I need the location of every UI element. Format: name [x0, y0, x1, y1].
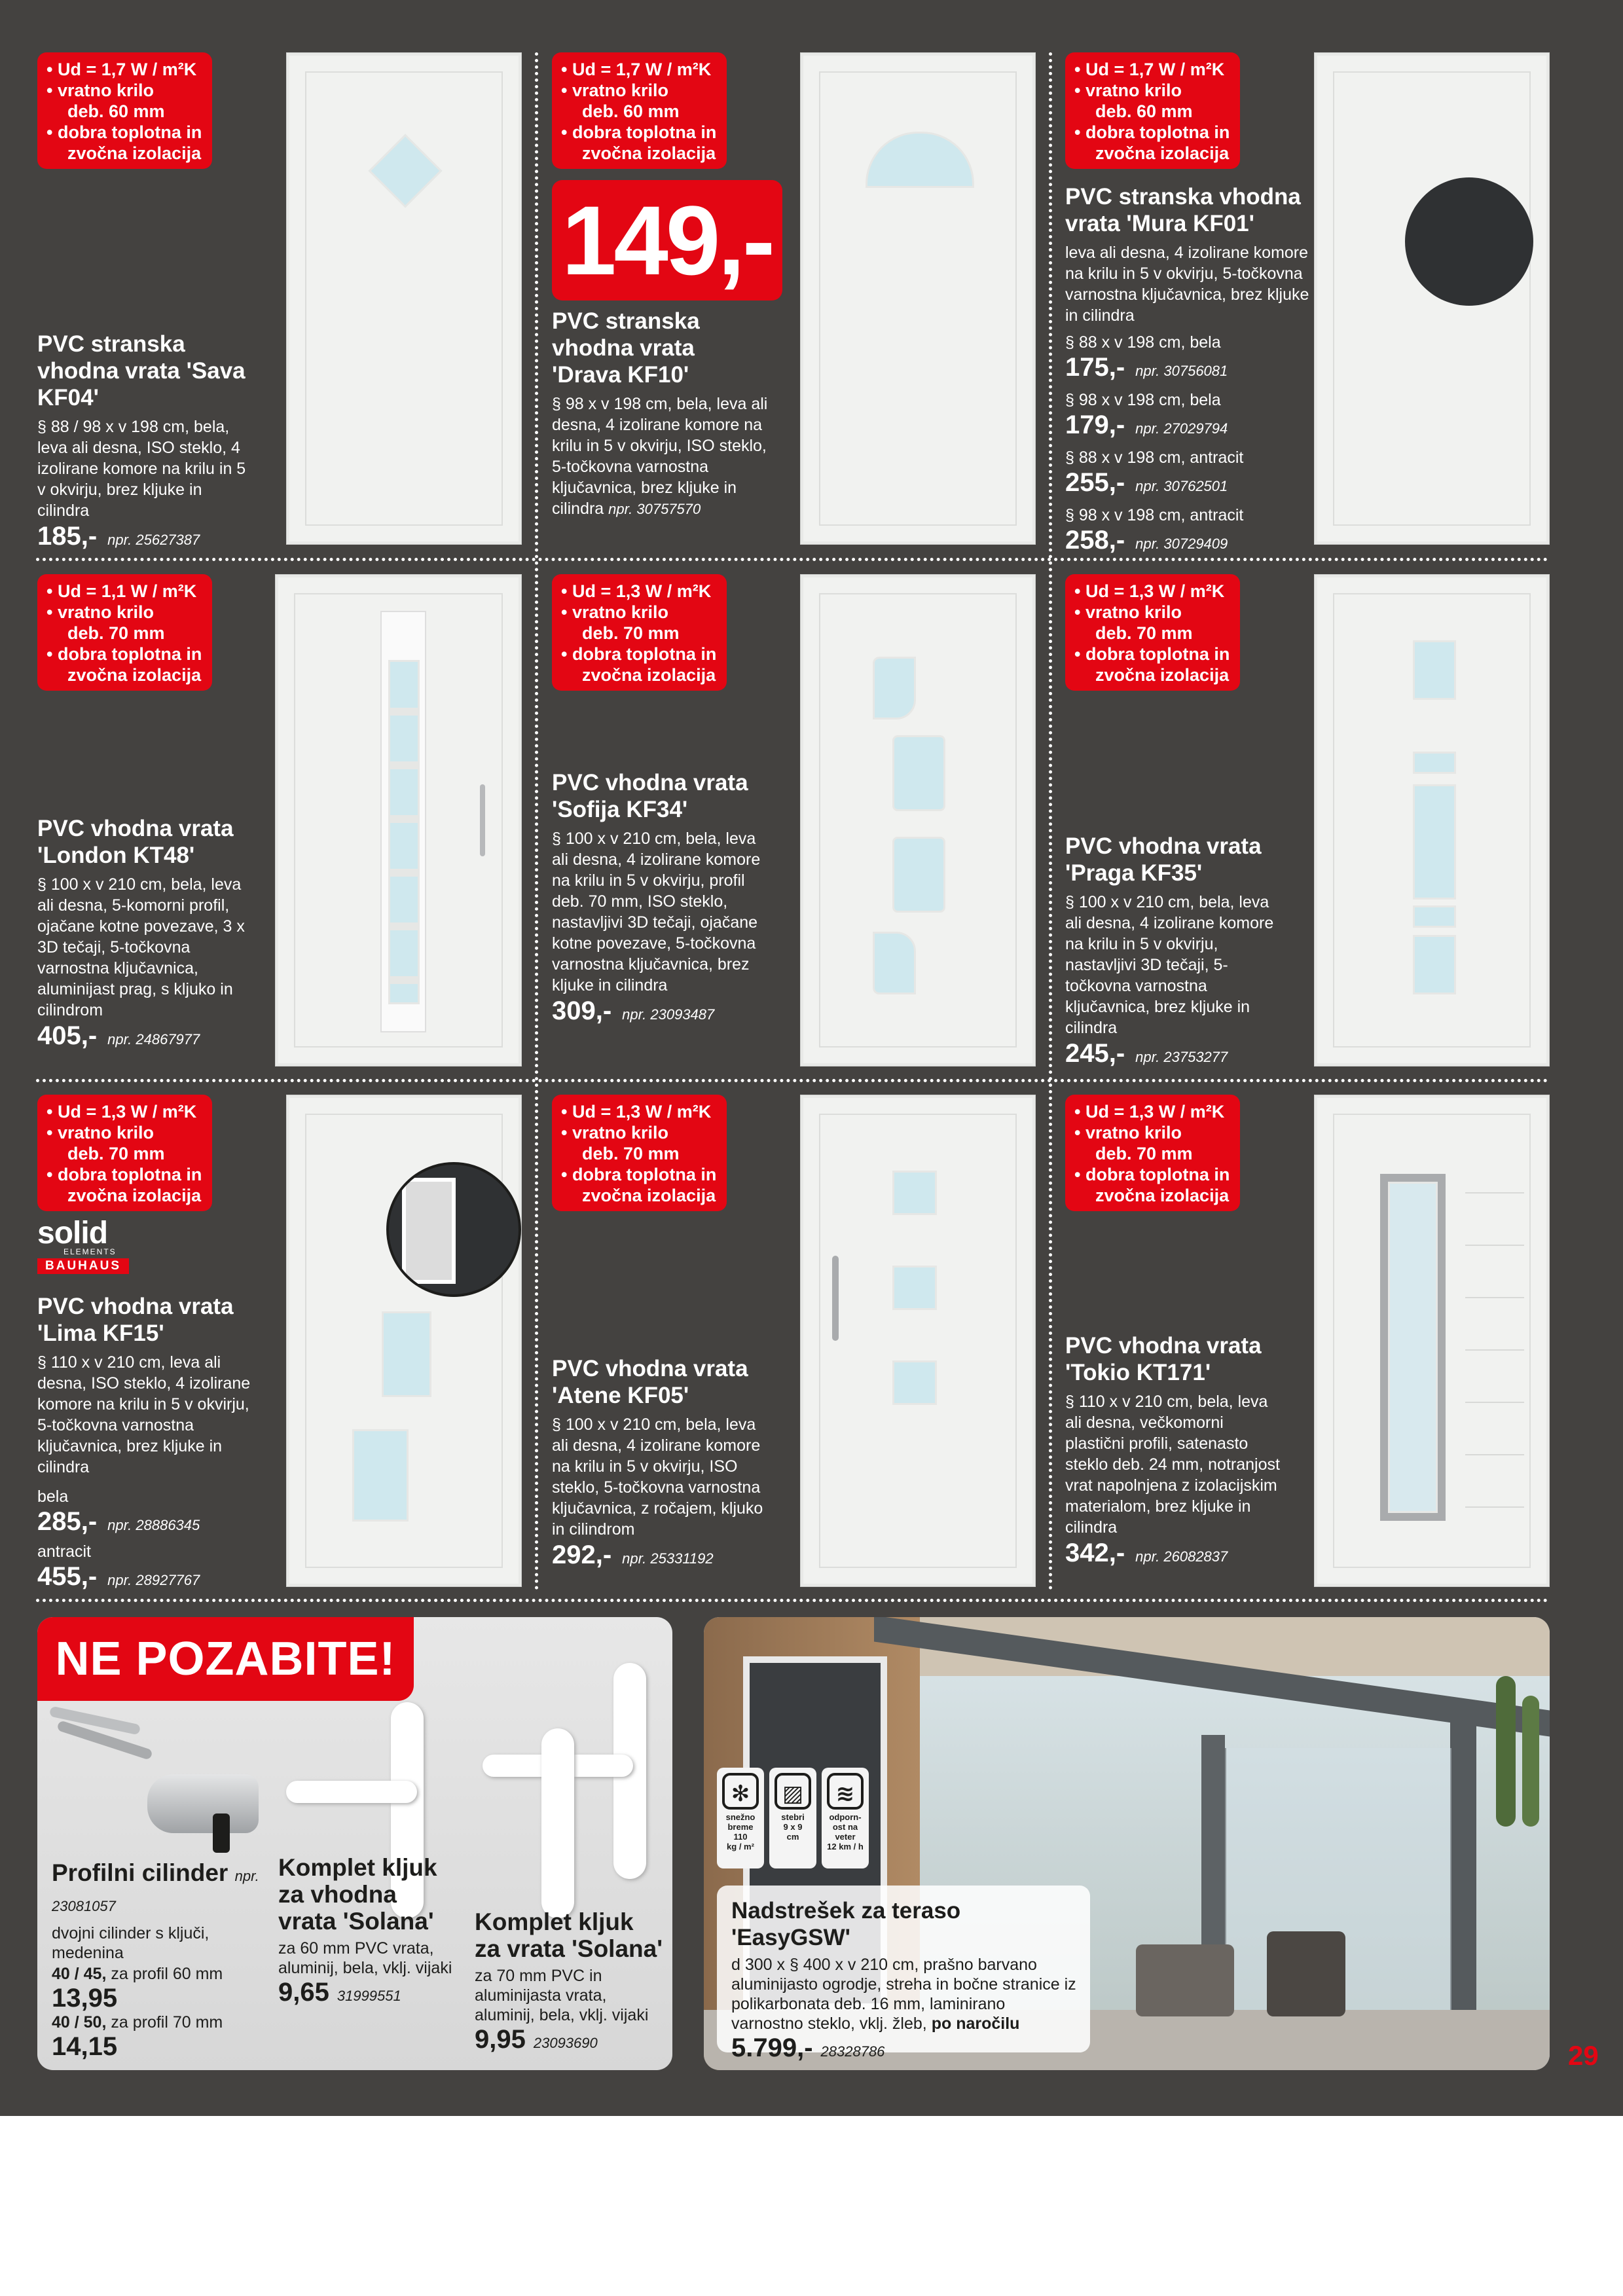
page-number: 29: [1568, 2040, 1599, 2071]
cylinder-icon: [49, 1715, 265, 1859]
ne-pozabite-banner: NE POZABITE!: [37, 1617, 414, 1701]
price: 185,-: [37, 522, 98, 551]
door-image-sava: [286, 52, 522, 545]
door-image-tokio: [1314, 1095, 1550, 1587]
column-separator: [1049, 52, 1052, 1591]
variant: bela 285,- npr. 28886345: [37, 1487, 200, 1536]
anthracite-swatch: [1405, 177, 1533, 306]
product-praga: PVC vhodna vrata 'Praga KF35' § 100 x v 210 cm, bela, leva ali desna, 4 izolirane komore na krilu in 5 v okvirju, nastavljivi 3D tečaji, 5-točkovna varnostna ključavnica, brez kljuke in cilindra 245,- npr. 23753277: [1065, 833, 1274, 1068]
variant: § 88 x v 198 cm, bela 175,- npr. 30756081: [1065, 333, 1228, 382]
product-handle-set-60: Komplet kljuk za vhodna vrata 'Solana' za 60 mm PVC vrata, aluminij, bela, vklj. vijaki 9,65 31999551: [278, 1854, 452, 2007]
product-sava: PVC stranska vhodna vrata 'Sava KF04' § 88 / 98 x v 198 cm, bela, leva ali desna, ISO steklo, 4 izolirane komore na krilu in 5 v okvirju, brez kljuke in cilindra 185,- npr. 25627387: [37, 331, 246, 551]
door-image-lima: [286, 1095, 522, 1587]
snowflake-icon: ✻ snežno breme 110 kg / m²: [717, 1768, 764, 1868]
sku: npr. 23093487: [622, 1006, 715, 1023]
spec-badge: • Ud = 1,3 W / m²K • vratno krilo deb. 70 mm • dobra toplotna in zvočna izolacija: [552, 1095, 727, 1211]
sku: npr. 25627387: [107, 532, 200, 548]
row-separator: [36, 1599, 1548, 1602]
product-drava: PVC stranska vhodna vrata 'Drava KF10' § 98 x v 198 cm, bela, leva ali desna, 4 izolirane komore na krilu in 5 v okvirju, ISO steklo, 5-točkovna varnostna ključavnica, brez kljuke in cilindra npr. 30757570: [552, 308, 768, 518]
spec-badge: • Ud = 1,7 W / m²K • vratno krilo deb. 60 mm • dobra toplotna in zvočna izolacija: [552, 52, 727, 169]
door-image-drava: [800, 52, 1036, 545]
product-handle-set-70: Komplet kljuk za vrata 'Solana' za 70 mm PVC in aluminijasta vrata, aluminij, bela, vklj. vijaki 9,95 23093690: [475, 1908, 663, 2054]
product-cylinder: Profilni cilinder npr. 23081057 dvojni cilinder s ključi, medenina 40 / 45, za profil 60 mm 13,95 40 / 50, za profil 70 mm 14,15: [52, 1859, 259, 2061]
solid-elements-logo: solid ELEMENTS BAUHAUS: [37, 1219, 129, 1274]
price: 309,-: [552, 996, 612, 1025]
price: 245,-: [1065, 1039, 1125, 1068]
ne-pozabite-panel: [37, 1617, 672, 2070]
anthracite-detail-circle: [386, 1162, 521, 1297]
product-atene: PVC vhodna vrata 'Atene KF05' § 100 x v 210 cm, bela, leva ali desna, 4 izolirane komore na krilu in 5 v okvirju, ISO steklo, 5-točkovna varnostna ključavnica, z ročajem, kljuko in cilindrom 292,- npr. 25331192: [552, 1356, 763, 1569]
spec-badge: • Ud = 1,3 W / m²K • vratno krilo deb. 70 mm • dobra toplotna in zvočna izolacija: [37, 1095, 212, 1211]
sku: npr. 24867977: [107, 1031, 200, 1048]
sku: npr. 30757570: [608, 501, 701, 517]
variant: § 88 x v 198 cm, antracit 255,- npr. 30762501: [1065, 448, 1244, 497]
spec-badge: • Ud = 1,7 W / m²K • vratno krilo deb. 60 mm • dobra toplotna in zvočna izolacija: [37, 52, 212, 169]
row-separator: [36, 558, 1548, 561]
product-lima: PVC vhodna vrata 'Lima KF15' § 110 x v 210 cm, leva ali desna, ISO steklo, 4 izolirane komore na krilu in 5 v okvirju, 5-točkovna varnostna ključavnica, brez kljuke in cilindra bela 285,- npr. 28886345 antracit 455,- npr. 28927767: [37, 1293, 253, 1595]
door-image-atene: [800, 1095, 1036, 1587]
product-pergola: Nadstrešek za teraso 'EasyGSW' d 300 x § 400 x v 210 cm, prašno barvano aluminijasto ogrodje, streha in bočne stranice iz polikarbonata deb. 16 mm, laminirano varnostno steklo, vklj. žleb, po naročilu 5.799,- 28328786: [731, 1898, 1076, 2062]
spec-badge: • Ud = 1,1 W / m²K • vratno krilo deb. 70 mm • dobra toplotna in zvočna izolacija: [37, 574, 212, 691]
door-image-london: [275, 574, 522, 1066]
highlight-price: 149,-: [552, 180, 782, 301]
door-image-sofija: [800, 574, 1036, 1066]
door-image-mura: [1314, 52, 1550, 545]
spec-badge: • Ud = 1,3 W / m²K • vratno krilo deb. 70 mm • dobra toplotna in zvočna izolacija: [1065, 574, 1240, 691]
price: 405,-: [37, 1021, 98, 1050]
product-mura: PVC stranska vhodna vrata 'Mura KF01' leva ali desna, 4 izolirane komore na krilu in 5 v okvirju, 5-točkovna varnostna ključavnica, brez kljuke in cilindra § 88 x v 198 cm, bela 175,- npr. 30756081 § 98 x v 198 cm, bela 179,- npr. 27029794 § 88 x v 198 cm, antracit 255,- npr. 30762501 § 98 x v 198 cm, antracit 258,- npr. 30729409: [1065, 183, 1311, 559]
row-separator: [36, 1079, 1548, 1082]
variant: antracit 455,- npr. 28927767: [37, 1542, 200, 1591]
price: 342,-: [1065, 1539, 1125, 1567]
pergola-panel: [704, 1617, 1550, 2070]
pergola-info-box: [717, 1886, 1090, 2062]
product-london: PVC vhodna vrata 'London KT48' § 100 x v 210 cm, bela, leva ali desna, 5-komorni profil, ojačane kotne povezave, 3 x 3D tečaji, 5-točkovna varnostna ključavnica, aluminijast prag, s kljuko in cilindrom 405,- npr. 24867977: [37, 816, 245, 1050]
door-image-praga: [1314, 574, 1550, 1066]
variant: § 98 x v 198 cm, bela 179,- npr. 27029794: [1065, 391, 1228, 439]
variant: § 98 x v 198 cm, antracit 258,- npr. 30729409: [1065, 506, 1244, 555]
spec-badge: • Ud = 1,3 W / m²K • vratno krilo deb. 70 mm • dobra toplotna in zvočna izolacija: [552, 574, 727, 691]
price: 292,-: [552, 1540, 612, 1569]
sku: npr. 25331192: [622, 1550, 714, 1567]
spec-badge: • Ud = 1,3 W / m²K • vratno krilo deb. 70 mm • dobra toplotna in zvočna izolacija: [1065, 1095, 1240, 1211]
spec-badge: • Ud = 1,7 W / m²K • vratno krilo deb. 60 mm • dobra toplotna in zvočna izolacija: [1065, 52, 1240, 169]
wind-icon: ≋ odporn- ost na veter 12 km / h: [822, 1768, 869, 1868]
product-tokio: PVC vhodna vrata 'Tokio KT171' § 110 x v 210 cm, bela, leva ali desna, večkomorni plastični profili, satenasto steklo deb. 24 mm, notranjost vrat napolnjena z izolacijskim materialom, brez kljuke in cilindra 342,- npr. 26082837: [1065, 1333, 1280, 1567]
product-sofija: PVC vhodna vrata 'Sofija KF34' § 100 x v 210 cm, bela, leva ali desna, 4 izolirane komore na krilu in 5 v okvirju, profil deb. 70 mm, ISO steklo, nastavljivi 3D tečaji, ojačane kotne povezave, 5-točkovna varnostna ključavnica, brez kljuke in cilindra 309,- npr. 23093487: [552, 770, 761, 1025]
sku: npr. 23753277: [1135, 1049, 1228, 1065]
post-icon: ▨ stebri 9 x 9 cm: [769, 1768, 816, 1868]
sku: npr. 26082837: [1135, 1548, 1228, 1565]
column-separator: [535, 52, 538, 1591]
door-handle-icon: [483, 1663, 653, 1879]
